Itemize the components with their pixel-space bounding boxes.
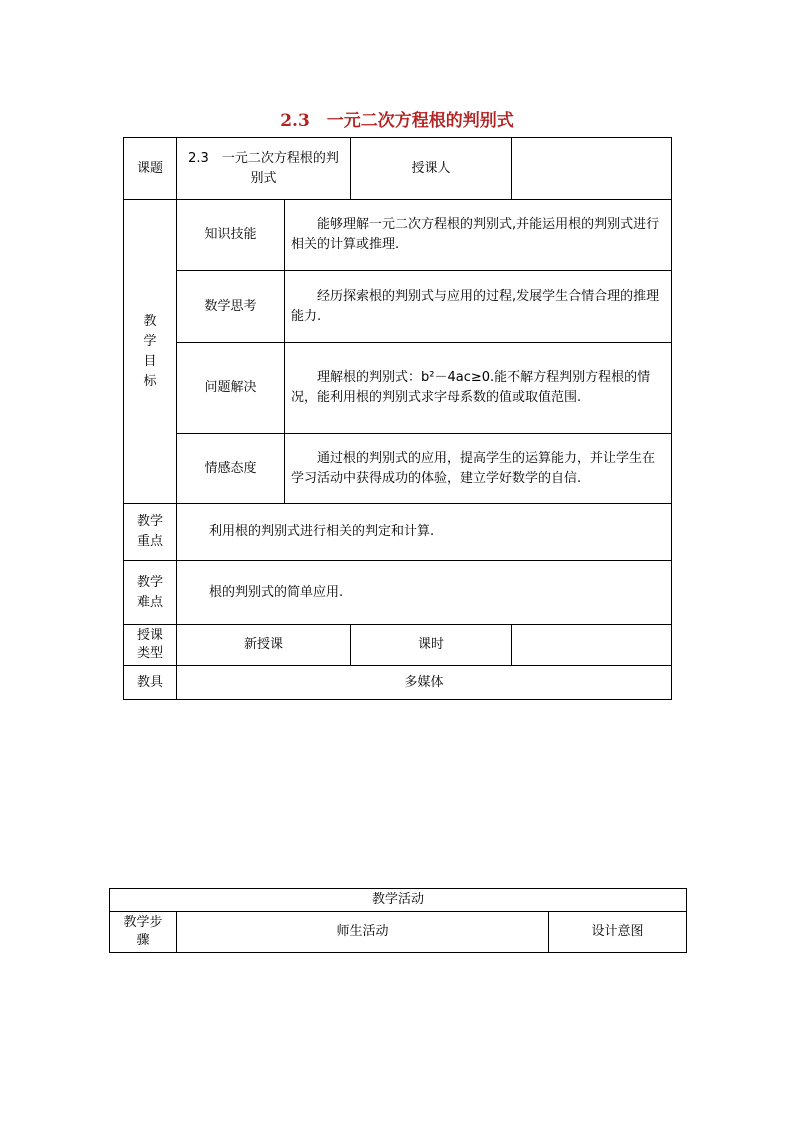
goal-label-attitude: 情感态度 <box>177 434 285 504</box>
goals-label: 教学目标 <box>124 200 177 504</box>
goal-label-thinking: 数学思考 <box>177 271 285 343</box>
steps-label: 教学步骤 <box>110 912 177 953</box>
activity-header: 教学活动 <box>110 889 687 912</box>
hours-value <box>512 625 672 666</box>
document-title: 2.3 一元二次方程根的判别式 <box>280 111 514 131</box>
key-label: 教学重点 <box>124 504 177 561</box>
type-label: 授课类型 <box>124 625 177 666</box>
intent-label: 设计意图 <box>549 912 687 953</box>
goal-text-attitude: 通过根的判别式的应用，提高学生的运算能力，并让学生在学习活动中获得成功的体验，建立学好数学的自信. <box>285 434 672 504</box>
teaching-activity-table <box>109 888 687 953</box>
key-text: 利用根的判别式进行相关的判定和计算. <box>177 504 672 561</box>
teacher-label: 授课人 <box>351 138 512 200</box>
type-value: 新授课 <box>177 625 351 666</box>
difficulty-label: 教学难点 <box>124 561 177 625</box>
goal-text-knowledge: 能够理解一元二次方程根的判别式,并能运用根的判别式进行相关的计算或推理. <box>285 200 672 271</box>
hours-label: 课时 <box>351 625 512 666</box>
tools-label: 教具 <box>124 666 177 700</box>
topic-label: 课题 <box>124 138 177 200</box>
goal-label-knowledge: 知识技能 <box>177 200 285 271</box>
tools-value: 多媒体 <box>177 666 672 700</box>
goal-text-problem: 理解根的判别式：b²－4ac≥0.能不解方程判别方程根的情况，能利用根的判别式求字母系数的值或取值范围. <box>285 343 672 434</box>
difficulty-text: 根的判别式的简单应用. <box>177 561 672 625</box>
goal-text-thinking: 经历探索根的判别式与应用的过程,发展学生合情合理的推理能力. <box>285 271 672 343</box>
teacher-student-label: 师生活动 <box>177 912 549 953</box>
goal-label-problem: 问题解决 <box>177 343 285 434</box>
topic-value: 2.3 一元二次方程根的判别式 <box>177 138 351 200</box>
lesson-plan-table <box>123 137 672 700</box>
teacher-value <box>512 138 672 200</box>
